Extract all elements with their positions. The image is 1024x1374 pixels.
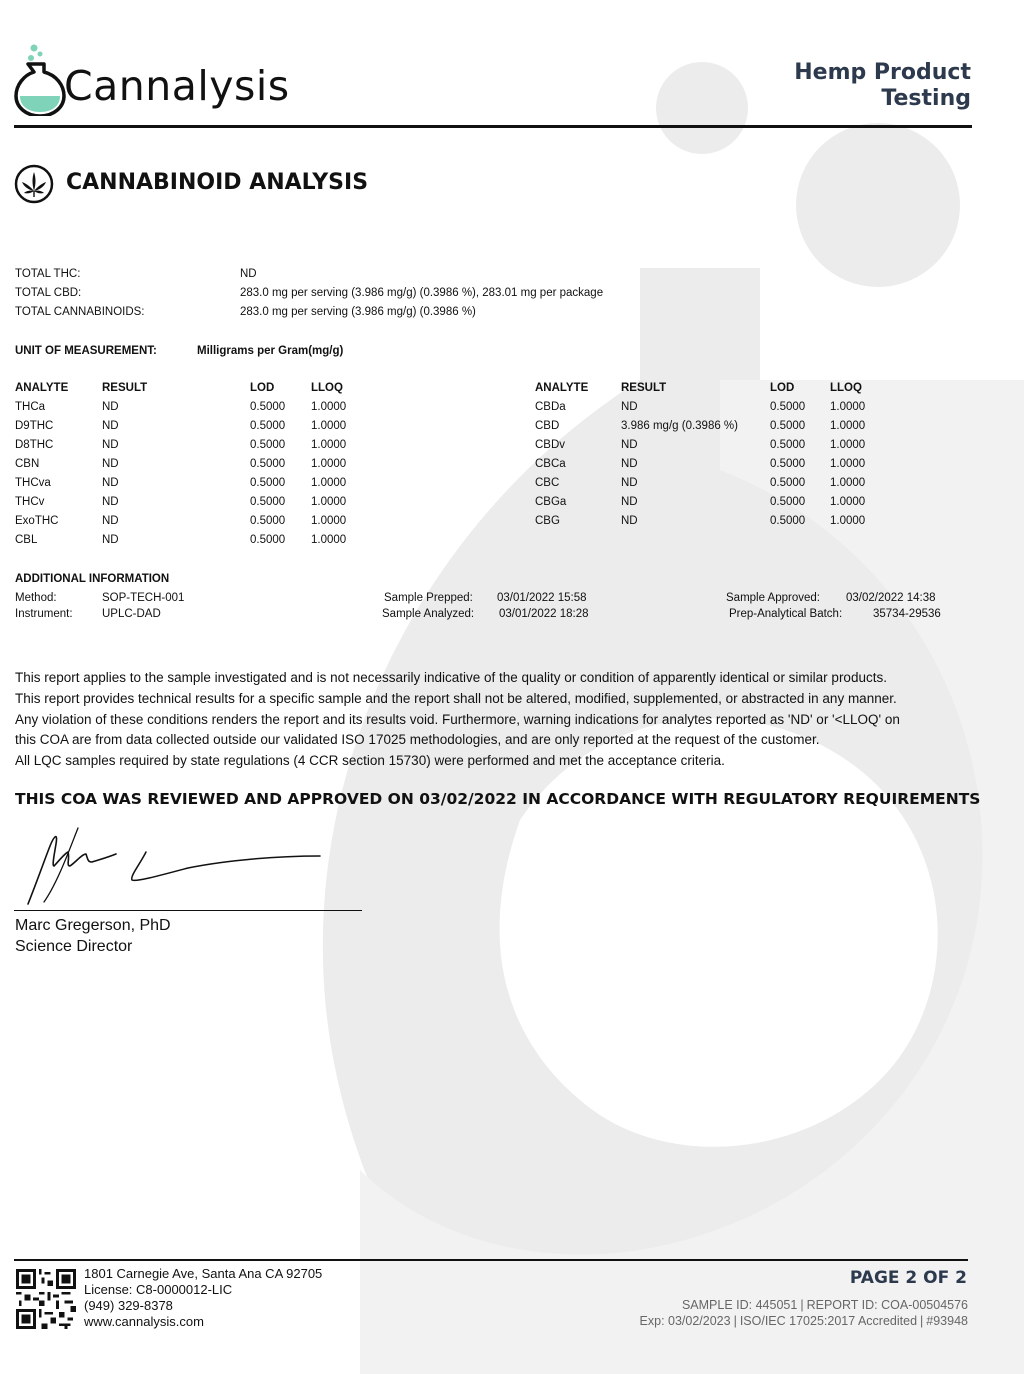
lloq-cell: 1.0000	[830, 515, 866, 527]
result-cell: ND	[102, 515, 119, 527]
qr-code	[16, 1269, 76, 1329]
lloq-cell: 1.0000	[830, 401, 866, 413]
result-cell: ND	[621, 458, 638, 470]
method-label: Method:	[15, 592, 57, 604]
instrument-label: Instrument:	[15, 608, 73, 620]
lloq-cell: 1.0000	[830, 439, 866, 451]
instrument-value: UPLC-DAD	[102, 608, 161, 620]
lloq-cell: 1.0000	[311, 401, 347, 413]
table-header-analyte: ANALYTE	[535, 382, 589, 394]
lod-cell: 0.5000	[250, 515, 286, 527]
analyte-cell: CBDv	[535, 439, 566, 451]
lod-cell: 0.5000	[770, 401, 806, 413]
accreditation: ISO/IEC 17025:2017 Accredited	[739, 1314, 918, 1328]
lloq-cell: 1.0000	[830, 458, 866, 470]
batch-value: 35734-29536	[873, 608, 941, 620]
lab-address	[84, 1266, 322, 1330]
approval-statement: THIS COA WAS REVIEWED AND APPROVED ON 03/02/2022 IN ACCORDANCE WITH REGULATORY REQUIREMENTS	[15, 790, 981, 808]
report-identifiers: SAMPLE ID: 445051 | REPORT ID: COA-00504576 Exp: 03/02/2023 | ISO/IEC 17025:2017 Accredited | #93948	[639, 1298, 968, 1328]
result-cell: ND	[102, 401, 119, 413]
total-cbd-value: 283.0 mg per serving (3.986 mg/g) (0.3986 %), 283.01 mg per package	[240, 287, 604, 299]
additional-info-heading: ADDITIONAL INFORMATION	[15, 573, 170, 585]
lloq-cell: 1.0000	[311, 420, 347, 432]
table-header-result: RESULT	[102, 382, 148, 394]
section-title: CANNABINOID ANALYSIS	[66, 170, 369, 195]
sample-prepped-value: 03/01/2022 15:58	[497, 592, 587, 604]
disclaimer-line: This report applies to the sample investigated and is not necessarily indicative of the quality or condition of apparently identical or similar products.	[15, 670, 887, 685]
sample-analyzed-value: 03/01/2022 18:28	[499, 608, 589, 620]
analyte-cell: CBG	[535, 515, 560, 527]
lod-cell: 0.5000	[770, 515, 806, 527]
report-title	[794, 60, 971, 112]
lod-cell: 0.5000	[770, 496, 806, 508]
total-thc-value: ND	[240, 268, 257, 280]
method-value: SOP-TECH-001	[102, 592, 185, 604]
result-cell: ND	[621, 515, 638, 527]
signer-name: Marc Gregerson, PhD	[15, 917, 171, 934]
table-header-result: RESULT	[621, 382, 667, 394]
lod-cell: 0.5000	[250, 401, 286, 413]
result-cell: ND	[102, 420, 119, 432]
lod-cell: 0.5000	[250, 458, 286, 470]
analyte-cell: CBL	[15, 534, 38, 546]
lloq-cell: 1.0000	[311, 515, 347, 527]
analyte-cell: THCa	[15, 401, 46, 413]
analyte-cell: CBGa	[535, 496, 567, 508]
analyte-cell: CBD	[535, 420, 560, 432]
sample-id: SAMPLE ID: 445051	[681, 1298, 798, 1312]
lloq-cell: 1.0000	[311, 477, 347, 489]
sample-prepped-label: Sample Prepped:	[384, 592, 473, 604]
sample-approved-value: 03/02/2022 14:38	[846, 592, 936, 604]
total-cannabinoids-value: 283.0 mg per serving (3.986 mg/g) (0.3986 %)	[240, 306, 476, 318]
lloq-cell: 1.0000	[311, 534, 347, 546]
disclaimer-line: this COA are from data collected outside our validated ISO 17025 methodologies, and are only reported at the request of the customer.	[15, 732, 820, 748]
phone-line: (949) 329-8378	[84, 1298, 173, 1313]
lod-cell: 0.5000	[250, 534, 286, 546]
result-cell: ND	[621, 496, 638, 508]
signature	[18, 822, 328, 912]
footer-divider	[14, 1259, 968, 1261]
header-divider	[14, 125, 972, 128]
website-line: www.cannalysis.com	[84, 1314, 204, 1329]
result-cell: ND	[621, 439, 638, 451]
analyte-cell: CBCa	[535, 458, 566, 470]
sample-approved-label: Sample Approved:	[726, 592, 820, 604]
report-title-line1: Hemp Product	[794, 60, 971, 85]
result-cell: ND	[621, 401, 638, 413]
analyte-cell: CBN	[15, 458, 40, 470]
result-cell: ND	[621, 477, 638, 489]
lod-cell: 0.5000	[250, 477, 286, 489]
total-cannabinoids-label: TOTAL CANNABINOIDS:	[15, 306, 145, 318]
signer	[15, 915, 171, 957]
lloq-cell: 1.0000	[311, 458, 347, 470]
lloq-cell: 1.0000	[311, 496, 347, 508]
lod-cell: 0.5000	[770, 477, 806, 489]
result-cell: 3.986 mg/g (0.3986 %)	[621, 420, 738, 432]
analyte-cell: THCva	[15, 477, 51, 489]
result-cell: ND	[102, 477, 119, 489]
expiration-date: Exp: 03/02/2023	[639, 1314, 731, 1328]
analyte-cell: D9THC	[15, 420, 54, 432]
analyte-cell: D8THC	[15, 439, 54, 451]
cannabis-leaf-icon	[14, 164, 54, 204]
table-header-analyte: ANALYTE	[15, 382, 69, 394]
table-header-lod: LOD	[770, 382, 795, 394]
analyte-cell: THCv	[15, 496, 45, 508]
unit-label: UNIT OF MEASUREMENT:	[15, 345, 157, 357]
analyte-cell: CBDa	[535, 401, 566, 413]
table-header-lloq: LLOQ	[830, 382, 862, 394]
accreditation-number: #93948	[926, 1314, 968, 1328]
lod-cell: 0.5000	[250, 439, 286, 451]
report-title-line2: Testing	[881, 86, 971, 111]
total-thc-label: TOTAL THC:	[15, 268, 81, 280]
unit-value: Milligrams per Gram(mg/g)	[197, 345, 344, 357]
report-id: REPORT ID: COA-00504576	[806, 1298, 968, 1312]
disclaimer-line: All LQC samples required by state regulations (4 CCR section 15730) were performed and met the acceptance criteria.	[15, 753, 725, 769]
result-cell: ND	[102, 439, 119, 451]
sample-analyzed-label: Sample Analyzed:	[382, 608, 475, 620]
lod-cell: 0.5000	[250, 420, 286, 432]
lod-cell: 0.5000	[250, 496, 286, 508]
disclaimer-line: This report provides technical results for a specific sample and the report shall not be altered, modified, supplemented, or abstracted in any manner.	[15, 690, 897, 706]
lod-cell: 0.5000	[770, 439, 806, 451]
table-header-lod: LOD	[250, 382, 275, 394]
total-cbd-label: TOTAL CBD:	[15, 287, 82, 299]
disclaimer-line: Any violation of these conditions renders the report and its results void. Furthermore, warning indications for analytes reported as 'ND' or '<LLOQ' on	[15, 711, 900, 727]
result-cell: ND	[102, 458, 119, 470]
lloq-cell: 1.0000	[830, 420, 866, 432]
address-line: 1801 Carnegie Ave, Santa Ana CA 92705	[84, 1266, 323, 1281]
result-cell: ND	[102, 534, 119, 546]
signature-line	[14, 910, 362, 911]
analyte-cell: CBC	[535, 477, 560, 489]
signer-title: Science Director	[15, 938, 133, 955]
batch-label: Prep-Analytical Batch:	[729, 608, 843, 620]
lod-cell: 0.5000	[770, 420, 806, 432]
table-header-lloq: LLOQ	[311, 382, 343, 394]
lloq-cell: 1.0000	[311, 439, 347, 451]
brand-name: Cannalysis	[64, 62, 290, 110]
lloq-cell: 1.0000	[830, 496, 866, 508]
analyte-cell: ExoTHC	[15, 515, 59, 527]
disclaimer	[15, 668, 985, 772]
lloq-cell: 1.0000	[830, 477, 866, 489]
page-number: PAGE 2 OF 2	[849, 1268, 967, 1288]
result-cell: ND	[102, 496, 119, 508]
license-line: License: C8-0000012-LIC	[84, 1282, 233, 1297]
lod-cell: 0.5000	[770, 458, 806, 470]
